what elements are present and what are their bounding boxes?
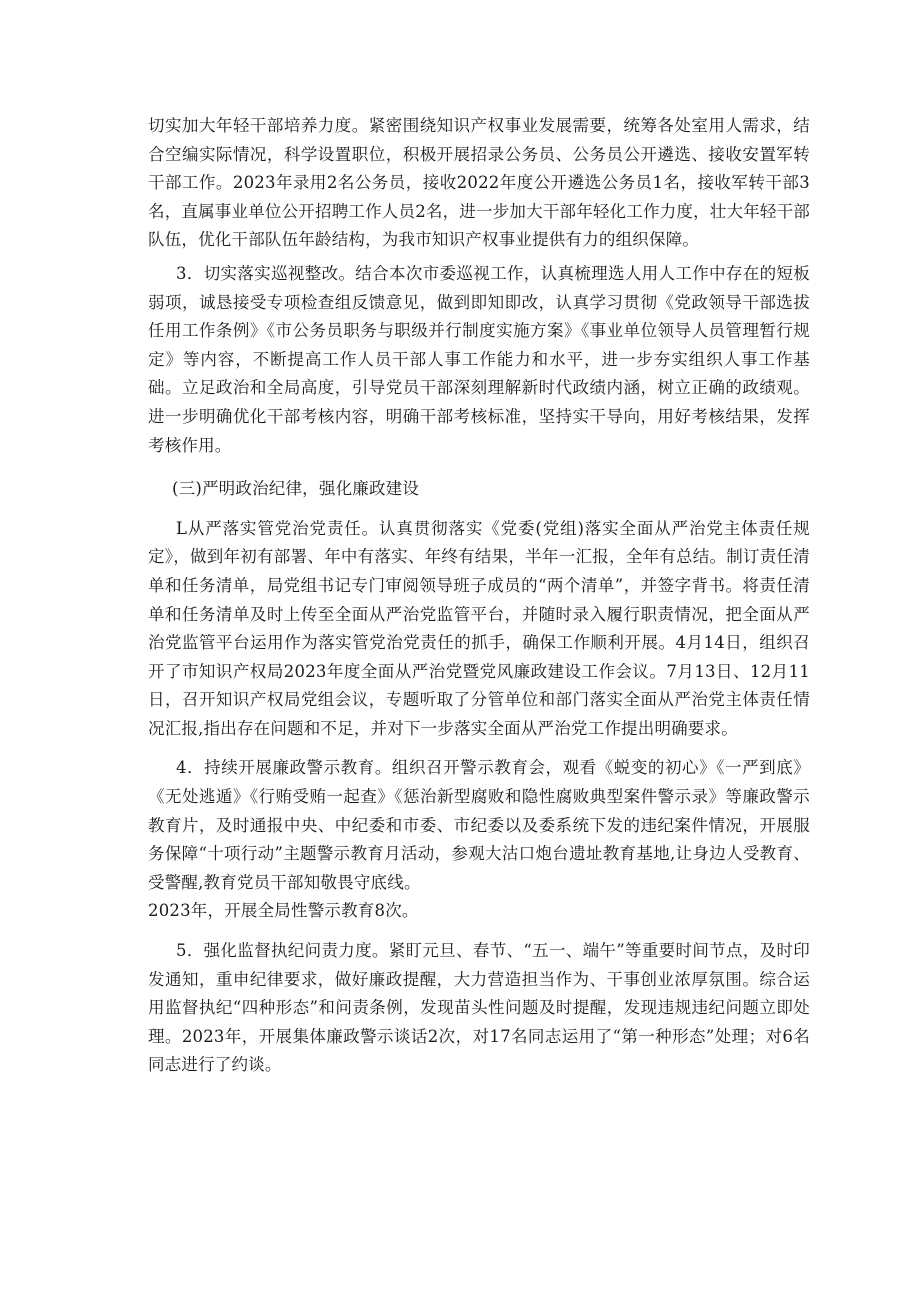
paragraph-warning-count: 2023年，开展全局性警示教育8次。	[148, 901, 419, 921]
paragraph-inspection-rectification: 3．切实落实巡视整改。结合本次市委巡视工作，认真梳理选人用人工作中存在的短板弱项，诚恳接受专项检查组反馈意见，做到即知即改，认真学习贯彻《党政领导干部选拔任用工作条例》《市公务员职务与职级并行制度实施方案》《事业单位领导人员管理暂行规定》等内容，不断提高工作人员干部人事工作能力和水平，进一步夯实组织人事工作基础。立足政治和全局高度，引导党员干部深刻理解新时代政绩内涵，树立正确的政绩观。进一步明确优化干部考核内容，明确干部考核标准，坚持实干导向，用好考核结果，发挥考核作用。	[148, 263, 810, 455]
paragraph-supervision: 5．强化监督执纪问责力度。紧盯元旦、春节、“五一、端午”等重要时间节点，及时印发通知，重申纪律要求，做好廉政提醒，大力营造担当作为、干事创业浓厚氛围。综合运用监督执纪“四种形态”和问责条例，发现苗头性问题及时提醒，发现违规违纪问题立即处理。2023年，开展集体廉政警示谈话2次，对17名同志运用了“第一种形态”处理；对6名同志进行了约谈。	[148, 941, 810, 1075]
section-heading-political-discipline: (三)严明政治纪律，强化廉政建设	[172, 479, 420, 499]
paragraph-warning-education: 4．持续开展廉政警示教育。组织召开警示教育会，观看《蜕变的初心》《一严到底》《无处逃遁》《行贿受贿一起查》《惩治新型腐败和隐性腐败典型案件警示录》等廉政警示教育片，及时通报中央、中纪委和市委、市纪委以及委系统下发的违纪案件情况，开展服务保障“十项行动”主题警示教育月活动，参观大沽口炮台遗址教育基地,让身边人受教育、受警醒,教育党员干部知敬畏守底线。	[148, 758, 810, 892]
paragraph-party-governance: L从严落实管党治党责任。认真贯彻落实《党委(党组)落实全面从严治党主体责任规定》，做到年初有部署、年中有落实、年终有结果，半年一汇报，全年有总结。制订责任清单和任务清单，局党组书记专门审阅领导班子成员的“两个清单”，并签字背书。将责任清单和任务清单及时上传至全面从严治党监管平台，并随时录入履行职责情况，把全面从严治党监管平台运用作为落实管党治党责任的抓手，确保工作顺利开展。4月14日，组织召开了市知识产权局2023年度全面从严治党暨党风廉政建设工作会议。7月13日、12月11日，召开知识产权局党组会议，专题听取了分管单位和部门落实全面从严治党主体责任情况汇报,指出存在问题和不足，并对下一步落实全面从严治党工作提出明确要求。	[148, 518, 810, 738]
paragraph-cadre-training: 切实加大年轻干部培养力度。紧密围绕知识产权事业发展需要，统筹各处室用人需求，结合空编实际情况，科学设置职位，积极开展招录公务员、公务员公开遴选、接收安置军转干部工作。2023年录用2名公务员，接收2022年度公开遴选公务员1名，接收军转干部3名，直属事业单位公开招聘工作人员2名，进一步加大干部年轻化工作力度，壮大年轻干部队伍，优化干部队伍年龄结构，为我市知识产权事业提供有力的组织保障。	[148, 116, 810, 250]
